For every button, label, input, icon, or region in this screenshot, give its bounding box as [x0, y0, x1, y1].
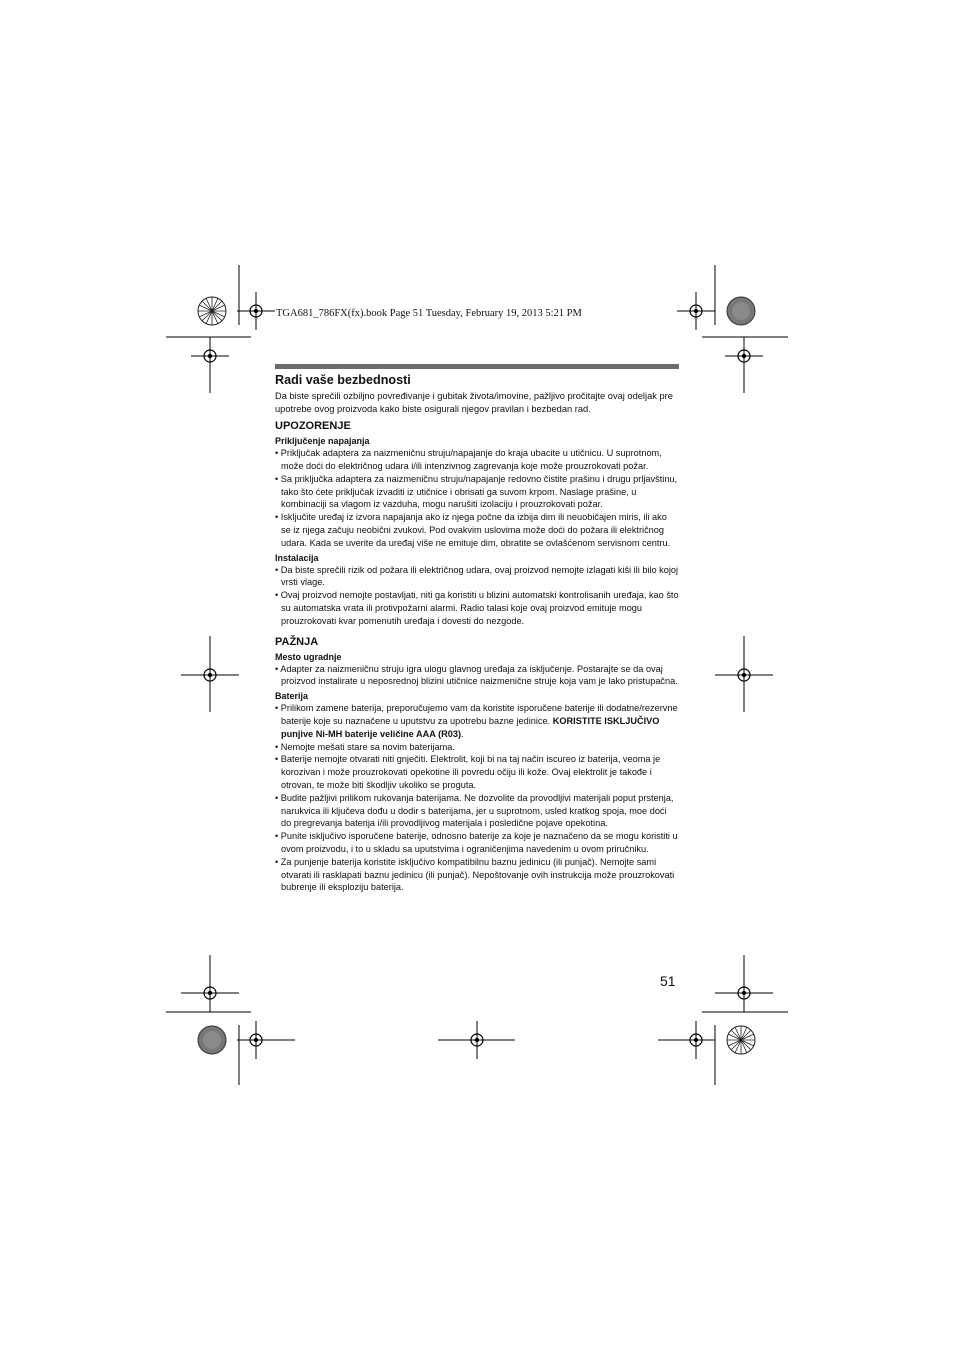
list-item: • Ovaj proizvod nemojte postavljati, niti ga koristiti u blizini automatski kontrolisanih uređaja, kao što su automatska vrata ili protivpožarni alarmi. Radio talasi koje ovaj proizvod emituje mogu prouzrokovati kvar pomenutih uređaja i dovesti do nezgode.: [275, 589, 679, 627]
book-file-header: TGA681_786FX(fx).book Page 51 Tuesday, February 19, 2013 5:21 PM: [276, 308, 582, 319]
battery-heading: Baterija: [275, 691, 309, 702]
page-title: Radi vaše bezbednosti: [275, 373, 411, 387]
list-item: • Sa priključka adaptera za naizmeničnu struju/napajanje redovno čistite prašinu i drugu prljavštinu, tako što ćete priključak izvaditi iz utičnice i obrisati ga suvom krpom. Naslage prašine, u kombinaciji sa vlagom iz vazduha, mogu narušiti izolaciju i prouzrokovati požar.: [275, 473, 679, 511]
battery-list: [275, 702, 679, 894]
list-item: • Isključite uređaj iz izvora napajanja ako iz njega počne da izbija dim ili neuobičajen miris, ili ako se iz njega začuju neobični zvukovi. Pod ovakvim uslovima može doći do požara ili električnog udara. Kada se uverite da uređaj više ne emituje dim, obratite se ovlašćenom servisnom centru.: [275, 511, 679, 549]
list-item: • Punite isključivo isporučene baterije, odnosno baterije za koje je naznačeno da se mogu koristiti u ovom proizvodu, i to u skladu sa uputstvima i ograničenjima navedenim u ovom priručniku.: [275, 830, 679, 856]
page-number: 51: [660, 973, 676, 989]
battery-item-end: .: [461, 728, 464, 739]
list-item: • Priključak adaptera za naizmeničnu struju/napajanje do kraja ubacite u utičnicu. U suprotnom, može doći do električnog udara i/ili intenzivnog zagrevanja koje može prouzrokovati požar.: [275, 447, 679, 473]
list-item: • Budite pažljivi prilikom rukovanja baterijama. Ne dozvolite da provodljivi materijali poput prstenja, narukvica ili ključeva dođu u dodir s baterijama, jer u suprotnom, usled kratkog spoja, moe doći do pregrevanja baterija i/ili provodljivog materijala i posledične pojave opekotina.: [275, 792, 679, 830]
location-heading: Mesto ugradnje: [275, 651, 342, 662]
intro-paragraph: Da biste sprečili ozbiljno povređivanje i gubitak života/imovine, pažljivo pročitajte ovaj odeljak pre upotrebe ovog proizvoda kako biste osigurali njegov pravilan i bezbedan rad.: [275, 391, 673, 414]
list-item: • Baterije nemojte otvarati niti gnječiti. Elektrolit, koji bi na taj način iscureo iz baterija, veoma je korozivan i može prouzrokovati opekotine ili povredu očiju ili kože. Ovaj elektrolit je takođe i otrovan, te može biti škodljiv ukoliko se proguta.: [275, 753, 679, 791]
list-item: • Da biste sprečili rizik od požara ili električnog udara, ovaj proizvod nemojte izlagati kiši ili bilo kojoj vrsti vlage.: [275, 564, 679, 590]
list-item: • Adapter za naizmeničnu struju igra ulogu glavnog uređaja za isključenje. Postarajte se da ovaj proizvod instalirate u neposrednoj blizini utičnice naizmenične struje koja vam je lako pristupačna.: [275, 663, 679, 689]
list-item: • Za punjenje baterija koristite isključivo kompatibilnu baznu jedinicu (ili punjač). Nemojte sami otvarati ili rasklapati baznu jedinicu (ili punjač). Nepoštovanje ovih instrukcija može prouzrokovati bubrenje ili eksploziju baterija.: [275, 856, 679, 894]
install-heading: Instalacija: [275, 552, 319, 563]
battery-item-text: Prilikom zamene baterija, preporučujemo vam da koristite isporučene baterije ili dodatne/rezervne baterije koje su naznačene u uputstvu za upotrebu bazne jedinice.: [280, 703, 678, 726]
list-item: [275, 702, 679, 740]
location-list: [275, 663, 679, 689]
list-item: • Nemojte mešati stare sa novim baterijama.: [275, 741, 679, 754]
page-content: [275, 373, 679, 894]
warning-heading: UPOZORENJE: [275, 420, 351, 433]
battery-item-emphasis: KORISTITE ISKLJUČIVO punjive Ni-MH baterije veličine AAA (R03): [281, 715, 660, 739]
caution-heading: PAŽNJA: [275, 635, 319, 648]
section-rule: [275, 364, 679, 369]
power-heading: Priključenje napajanja: [275, 436, 370, 447]
install-list: [275, 564, 679, 628]
power-list: [275, 447, 679, 549]
